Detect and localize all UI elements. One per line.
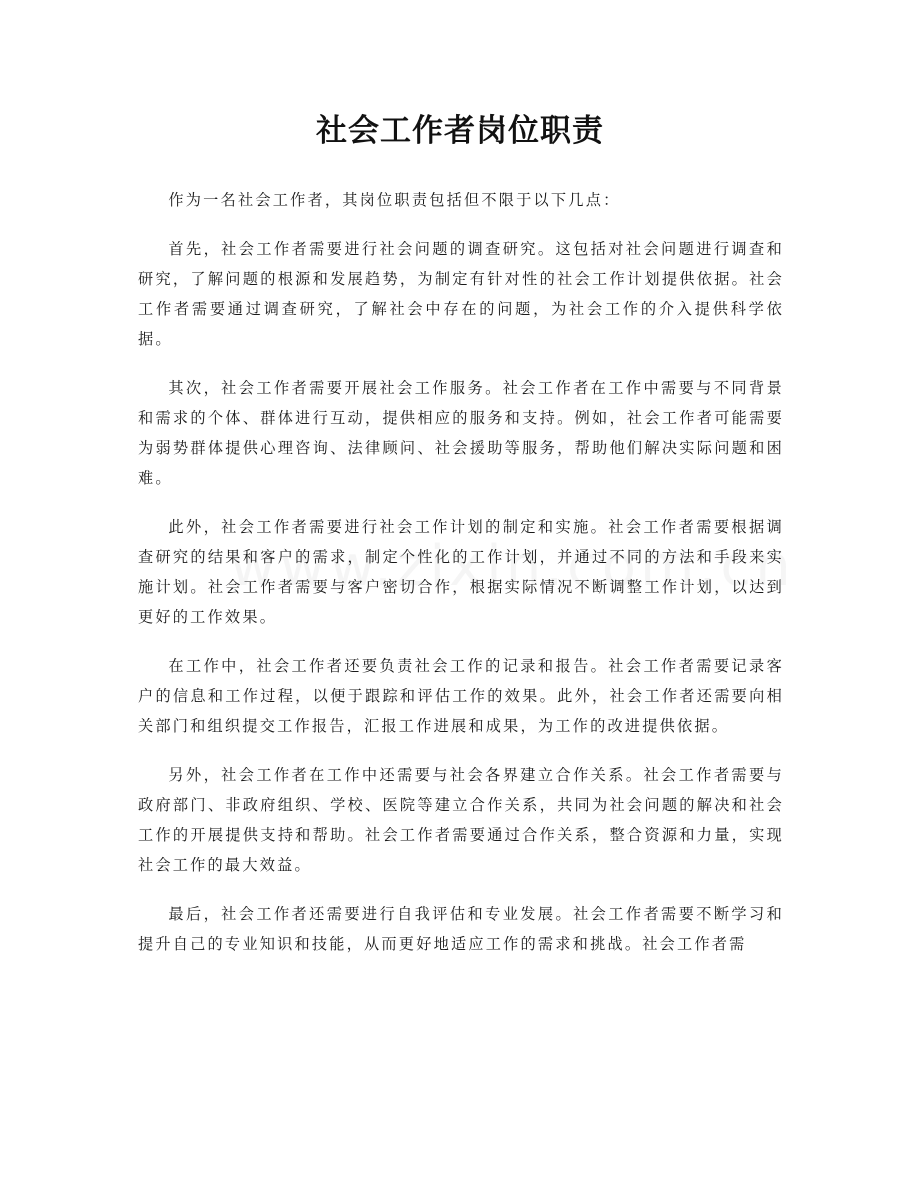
paragraph-planning: 此外，社会工作者需要进行社会工作计划的制定和实施。社会工作者需要根据调查研究的结果和客户的需求，制定个性化的工作计划，并通过不同的方法和手段来实施计划。社会工作者需要与客户密切合作，根据实际情况不断调整工作计划，以达到更好的工作效果。 [138,518,784,626]
document-title: 社会工作者岗位职责 [316,113,604,149]
paragraph-cooperation: 另外，社会工作者在工作中还需要与社会各界建立合作关系。社会工作者需要与政府部门、非政府组织、学校、医院等建立合作关系，共同为社会问题的解决和社会工作的开展提供支持和帮助。社会工作者需要通过合作关系，整合资源和力量，实现社会工作的最大效益。 [138,766,784,874]
paragraph-development: 最后，社会工作者还需要进行自我评估和专业发展。社会工作者需要不断学习和提升自己的专业知识和技能，从而更好地适应工作的需求和挑战。社会工作者需 [138,905,784,953]
paragraph-research: 首先，社会工作者需要进行社会问题的调查研究。这包括对社会问题进行调查和研究，了解问题的根源和发展趋势，为制定有针对性的社会工作计划提供依据。社会工作者需要通过调查研究，了解社会中存在的问题，为社会工作的介入提供科学依据。 [138,240,784,348]
paragraph-services: 其次，社会工作者需要开展社会工作服务。社会工作者在工作中需要与不同背景和需求的个体、群体进行互动，提供相应的服务和支持。例如，社会工作者可能需要为弱势群体提供心理咨询、法律顾问、社会援助等服务，帮助他们解决实际问题和困难。 [138,379,784,487]
paragraph-intro: 作为一名社会工作者，其岗位职责包括但不限于以下几点： [168,191,621,209]
document-body [138,185,784,978]
paragraph-records: 在工作中，社会工作者还要负责社会工作的记录和报告。社会工作者需要记录客户的信息和工作过程，以便于跟踪和评估工作的效果。此外，社会工作者还需要向相关部门和组织提交工作报告，汇报工作进展和成果，为工作的改进提供依据。 [138,657,784,735]
